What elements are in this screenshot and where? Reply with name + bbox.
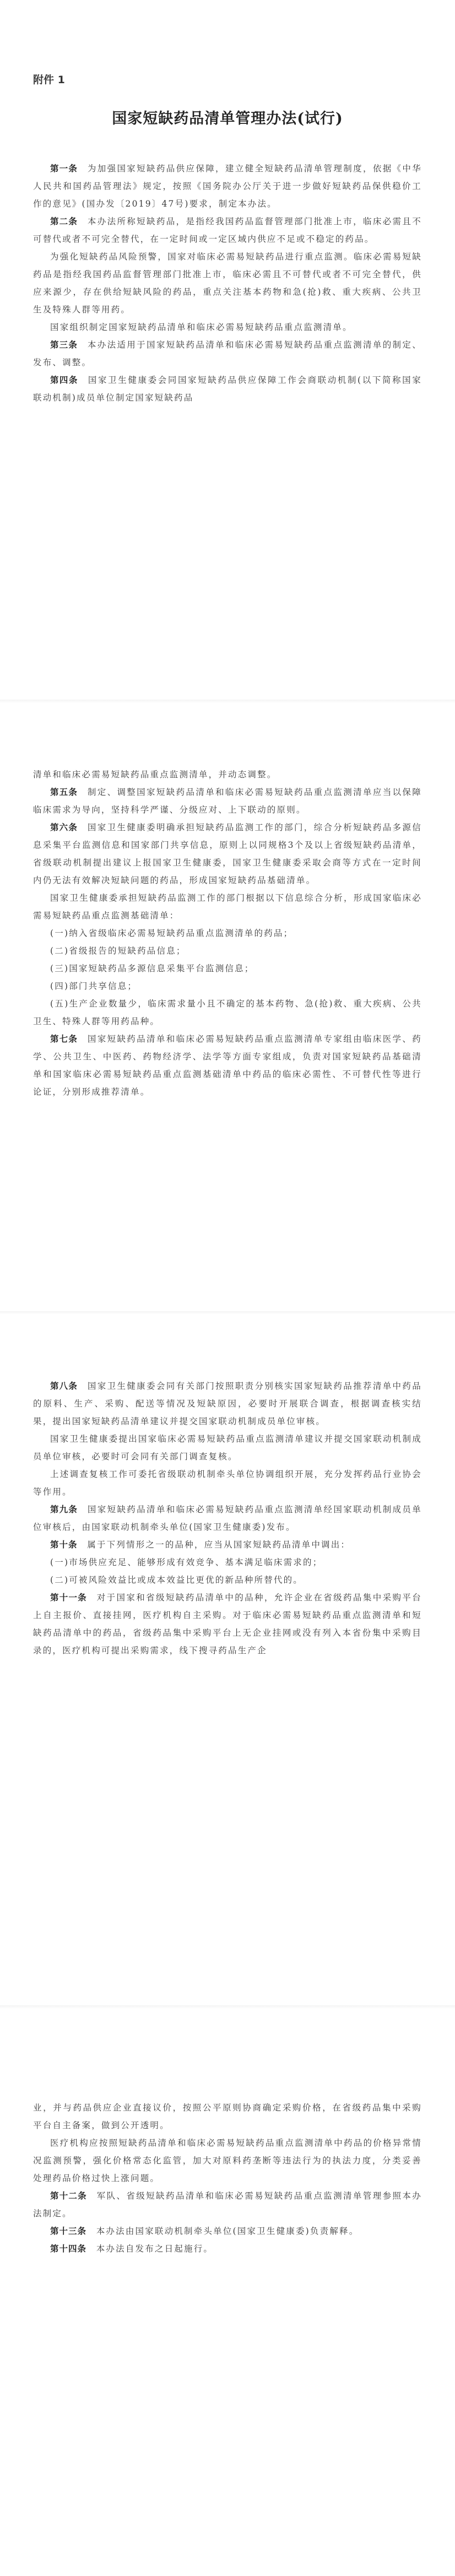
paragraph-text: 医疗机构应按照短缺药品清单和临床必需易短缺药品重点监测清单中药品的价格异常情况监测预警，强化价格常态化监管，加大对原料药垄断等违法行为的执法力度，分类妥善处理药品价格过快上涨问题。 bbox=[33, 2138, 422, 2183]
paragraph-text: (四)部门共享信息； bbox=[50, 981, 138, 991]
article-paragraph bbox=[33, 2187, 422, 2222]
paragraph bbox=[33, 1465, 422, 1501]
paragraph-text: 国家卫生健康委提出国家临床必需易短缺药品重点监测清单建议并提交国家联动机制成员单位审核，必要时可会同有关部门调查复核。 bbox=[33, 1434, 422, 1462]
article-number: 第一条 bbox=[50, 164, 78, 174]
article-number: 第九条 bbox=[50, 1505, 78, 1514]
document-header bbox=[33, 72, 422, 150]
article-paragraph bbox=[33, 1377, 422, 1430]
paragraph-text: (一)纳入省级临床必需易短缺药品重点监测清单的药品； bbox=[50, 928, 294, 938]
article-paragraph bbox=[33, 1030, 422, 1101]
paragraph-text: 属于下列情形之一的品种，应当从国家短缺药品清单中调出： bbox=[87, 1540, 351, 1550]
article-number: 第十三条 bbox=[50, 2226, 87, 2236]
paragraph-text: (三)国家短缺药品多源信息采集平台监测信息； bbox=[50, 964, 254, 973]
paragraph bbox=[33, 960, 422, 977]
paragraph-text: 国家短缺药品清单和临床必需易短缺药品重点监测清单经国家联动机制成员单位审核后，由国家联动机制牵头单位(国家卫生健康委)发布。 bbox=[33, 1505, 422, 1532]
article-number: 第七条 bbox=[50, 1034, 78, 1044]
article-paragraph bbox=[33, 213, 422, 248]
paragraph bbox=[33, 942, 422, 960]
page-break bbox=[0, 700, 455, 703]
page-break bbox=[0, 1311, 455, 1314]
article-number: 第六条 bbox=[50, 822, 78, 832]
annex-label: 附件 1 bbox=[33, 74, 65, 86]
article-paragraph bbox=[33, 371, 422, 407]
paragraph-text: 为加强国家短缺药品供应保障，建立健全短缺药品清单管理制度，依据《中华人民共和国药品管理法》规定，按照《国务院办公厅关于进一步做好短缺药品保供稳价工作的意见》(国办发〔2019〕47号)要求，制定本办法。 bbox=[33, 164, 422, 209]
paragraph-text: 上述调查复核工作可委托省级联动机制牵头单位协调组织开展，充分发挥药品行业协会等作用。 bbox=[33, 1469, 422, 1497]
article-number: 第二条 bbox=[50, 217, 78, 226]
paragraph-text: 国家卫生健康委承担短缺药品监测工作的部门根据以下信息综合分析，形成国家临床必需易短缺药品重点监测基础清单： bbox=[33, 893, 422, 921]
text-block-2 bbox=[33, 766, 422, 1101]
paragraph bbox=[33, 995, 422, 1030]
article-paragraph bbox=[33, 1536, 422, 1554]
article-number: 第五条 bbox=[50, 787, 78, 797]
text-block-3 bbox=[33, 1377, 422, 1659]
paragraph-text: 国家短缺药品清单和临床必需易短缺药品重点监测清单专家组由临床医学、药学、公共卫生、中医药、药物经济学、法学等方面专家组成，负责对国家短缺药品基础清单和国家临床必需易短缺药品重点监测基础清单中药品的临床必需性、不可替代性等进行论证，分别形成推荐清单。 bbox=[33, 1034, 422, 1097]
article-number: 第八条 bbox=[50, 1381, 78, 1391]
paragraph bbox=[33, 1430, 422, 1465]
paragraph bbox=[33, 248, 422, 318]
article-paragraph bbox=[33, 336, 422, 371]
article-number: 第十二条 bbox=[50, 2191, 87, 2201]
paragraph bbox=[33, 889, 422, 924]
paragraph bbox=[33, 766, 422, 783]
paragraph bbox=[33, 977, 422, 995]
article-paragraph bbox=[33, 1589, 422, 1659]
paragraph bbox=[33, 2134, 422, 2187]
article-paragraph bbox=[33, 783, 422, 819]
paragraph-text: 清单和临床必需易短缺药品重点监测清单，并动态调整。 bbox=[33, 770, 277, 780]
article-paragraph bbox=[33, 2222, 422, 2240]
paragraph-text: 本办法所称短缺药品，是指经我国药品监督管理部门批准上市，临床必需且不可替代或者不可完全替代，在一定时间或一定区域内供应不足或不稳定的药品。 bbox=[33, 217, 422, 244]
article-number: 第十条 bbox=[50, 1540, 78, 1550]
paragraph-text: 军队、省级短缺药品清单和临床必需易短缺药品重点监测清单管理参照本办法制定。 bbox=[33, 2191, 422, 2218]
paragraph bbox=[33, 1554, 422, 1571]
paragraph-text: 制定、调整国家短缺药品清单和临床必需易短缺药品重点监测清单应当以保障临床需求为导向，坚持科学严谨、分级应对、上下联动的原则。 bbox=[33, 787, 422, 815]
paragraph-text: 本办法适用于国家短缺药品清单和临床必需易短缺药品重点监测清单的制定、发布、调整。 bbox=[33, 340, 422, 367]
article-paragraph bbox=[33, 160, 422, 213]
article-paragraph bbox=[33, 2240, 422, 2258]
paragraph-text: 国家组织制定国家短缺药品清单和临床必需易短缺药品重点监测清单。 bbox=[50, 322, 353, 332]
article-paragraph bbox=[33, 819, 422, 889]
paragraph-text: 为强化短缺药品风险预警，国家对临床必需易短缺药品进行重点监测。临床必需易短缺药品是指经我国药品监督管理部门批准上市，临床必需且不可替代或者不可完全替代，供应来源少，存在供给短缺风险的药品，重点关注基本药物和急(抢)救、重大疾病、公共卫生及特殊人群等用药。 bbox=[33, 252, 422, 315]
paragraph bbox=[33, 1571, 422, 1589]
paragraph-text: 国家卫生健康委会同有关部门按照职责分别核实国家短缺药品推荐清单中药品的原料、生产、采购、配送等情况及短缺原因，必要时开展联合调查，根据调查核实结果，提出国家短缺药品清单建议并提交国家联动机制成员单位审核。 bbox=[33, 1381, 422, 1426]
page-break bbox=[0, 2005, 455, 2009]
paragraph-text: 对于国家和省级短缺药品清单中的品种，允许企业在省级药品集中采购平台上自主报价、直接挂网，医疗机构自主采购。对于临床必需易短缺药品重点监测清单和短缺药品清单中的药品，省级药品集中采购平台上无企业挂网或没有列入本省份集中采购目录的，医疗机构可提出采购需求，线下搜寻药品生产企 bbox=[33, 1593, 422, 1655]
article-number: 第四条 bbox=[50, 375, 78, 385]
paragraph-text: (一)市场供应充足、能够形成有效竞争、基本满足临床需求的； bbox=[50, 1557, 323, 1567]
article-paragraph bbox=[33, 1501, 422, 1536]
paragraph-text: 国家卫生健康委会同国家短缺药品供应保障工作会商联动机制(以下简称国家联动机制)成员单位制定国家短缺药品 bbox=[33, 375, 422, 403]
paragraph-text: 业，并与药品供应企业直接议价，按照公平原则协商确定采购价格，在省级药品集中采购平台自主备案，做到公开透明。 bbox=[33, 2103, 422, 2130]
article-number: 第十一条 bbox=[50, 1593, 87, 1603]
paragraph-text: 本办法由国家联动机制牵头单位(国家卫生健康委)负责解释。 bbox=[96, 2226, 359, 2236]
paragraph-text: 国家卫生健康委明确承担短缺药品监测工作的部门，综合分析短缺药品多源信息采集平台监测信息和国家部门共享信息，原则上以同规格3个及以上省级短缺药品清单，省级联动机制提出建议上报国家卫生健康委，国家卫生健康委采取会商等方式在一定时间内仍无法有效解决短缺问题的药品，形成国家短缺药品基础清单。 bbox=[33, 822, 422, 885]
paragraph-text: 本办法自发布之日起施行。 bbox=[96, 2244, 214, 2254]
text-block-1 bbox=[33, 160, 422, 407]
paragraph-text: (二)可被风险效益比或成本效益比更优的新品种所替代的。 bbox=[50, 1575, 303, 1585]
text-block-4 bbox=[33, 2099, 422, 2258]
paragraph-text: (二)省级报告的短缺药品信息； bbox=[50, 946, 186, 956]
article-number: 第三条 bbox=[50, 340, 78, 350]
paragraph bbox=[33, 318, 422, 336]
document-title: 国家短缺药品清单管理办法(试行) bbox=[112, 110, 343, 127]
paragraph-text: (五)生产企业数量少，临床需求量小且不确定的基本药物、急(抢)救、重大疾病、公共卫生、特殊人群等用药品种。 bbox=[33, 999, 422, 1026]
paragraph bbox=[33, 924, 422, 942]
paragraph bbox=[33, 2099, 422, 2134]
article-number: 第十四条 bbox=[50, 2244, 87, 2254]
